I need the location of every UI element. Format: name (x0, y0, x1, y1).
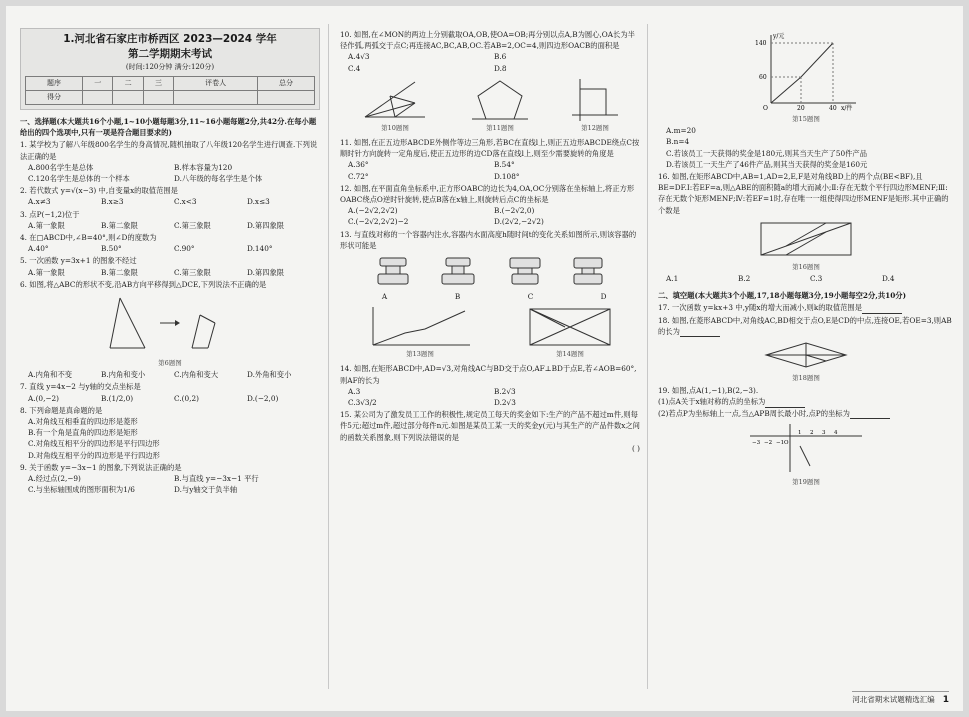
exam-header (20, 28, 320, 110)
option: D.8 (494, 63, 507, 73)
score-cell (143, 91, 173, 105)
option: A (381, 292, 388, 302)
question-stem: 9. 关于函数 y=−3x−1 的图象,下列说法正确的是 (20, 462, 182, 472)
score-cell: 题序 (26, 77, 83, 91)
tick-label: 1 (798, 429, 802, 436)
container-shapes (360, 254, 620, 288)
option: C.第三象限 (174, 220, 211, 230)
option: A.(−2√2,2√2) (348, 206, 398, 216)
tick-label: −1 (776, 439, 785, 446)
option: C.x<3 (174, 197, 197, 207)
option: C.若该员工一天获得的奖金是180元,则其当天生产了50件产品 (666, 148, 868, 158)
question-stem: 1. 某学校为了解八年级800名学生的身高情况,随机抽取了八年级120名学生进行调查.下列说法正确的是 (20, 140, 318, 161)
option: D.外角和变小 (247, 370, 292, 380)
option: C.(−2√2,2√2)−2 (348, 217, 409, 227)
option: B.2 (738, 274, 751, 284)
figure-caption: 第12题图 (581, 123, 609, 132)
height-time-graph (365, 305, 475, 349)
question-6 (20, 279, 320, 381)
axis-label: y/元 (773, 33, 785, 40)
question-19 (658, 385, 954, 488)
option: C.120名学生是总体的一个样本 (28, 174, 130, 184)
option: D.第四象限 (247, 267, 285, 277)
option: A.800名学生是总体 (28, 162, 94, 172)
score-cell: 总分 (257, 77, 314, 91)
option: A.第一象限 (28, 267, 65, 277)
footer-text: 河北省期末试题精选汇编 (852, 695, 935, 704)
option: B.第二象限 (101, 220, 138, 230)
option: A.3 (348, 386, 361, 396)
figure-q15 (658, 31, 954, 111)
question-15 (340, 409, 640, 454)
question-17 (658, 302, 954, 313)
figures-13-14 (340, 305, 640, 360)
question-15-options (658, 125, 954, 170)
option: A.内角和不变 (28, 370, 73, 380)
sub-question: (1)点A关于x轴对称的点的坐标为 (658, 397, 766, 407)
option: D (600, 292, 607, 302)
answer-bracket: ( ) (631, 443, 640, 453)
option: A.(0,−2) (28, 393, 60, 403)
column-2 (340, 28, 640, 454)
figure-caption: 第18题图 (792, 374, 820, 383)
option: D.140° (247, 244, 273, 254)
question-18 (658, 315, 954, 385)
page-footer (852, 691, 949, 705)
question-stem: 10. 如图,在∠MON的两边上分别截取OA,OB,使OA=OB;再分别以点A,B为圆心,OA长为半径作弧,两弧交于点C;再连接AC,BC,AB,OC.若AB=2,OC=4,则四边形OACB的面积是 (340, 30, 635, 51)
question-stem: 3. 点P(−1,2)位于 (20, 209, 80, 219)
option: D.第四象限 (247, 220, 285, 230)
score-cell (174, 91, 258, 105)
question-8 (20, 405, 320, 461)
tick-label: 60 (759, 74, 767, 81)
option: B.有一个角是直角的四边形是矩形 (28, 428, 138, 438)
question-stem: 18. 如图,在菱形ABCD中,对角线AC,BD相交于点O,E是CD的中点,连接OE,若OE=3,则AB的长为 (658, 315, 952, 336)
score-cell: 评卷人 (174, 77, 258, 91)
question-stem: 11. 如图,在正五边形ABCDE外侧作等边三角形,若BC在直线l上,则正五边形ABCDE绕点C按顺时针方向旋转一定角度后,使正五边形的边CD落在直线l上,则至少需要旋转的角度是 (340, 138, 640, 159)
answer-blank[interactable] (850, 411, 890, 419)
tick-label: 2 (810, 429, 814, 436)
figures-10-12 (340, 77, 640, 134)
score-cell: 得分 (26, 91, 83, 105)
square-axes-figure (570, 77, 620, 123)
option: D.八年级的每名学生是个体 (174, 174, 263, 184)
option: D.(2√2,−2√2) (494, 217, 544, 227)
option: D.2√3 (494, 398, 516, 408)
question-1 (20, 139, 320, 184)
option: B.(−2√2,0) (494, 206, 535, 216)
tick-label: 4 (834, 429, 838, 436)
option: A.经过点(2,−9) (28, 474, 81, 484)
question-stem: 6. 如图,将△ABC的形状不变,沿AB方向平移得到△DCE,下列说法不正确的是 (20, 279, 267, 289)
figure-q18 (658, 340, 954, 370)
option: C (527, 292, 534, 302)
exam-subtitle: 第二学期期末考试 (128, 48, 212, 60)
column-3 (658, 28, 954, 488)
option: D.若该员工一天生产了46件产品,则其当天获得的奖金是160元 (666, 159, 868, 169)
question-stem: 5. 一次函数 y=3x+1 的图象不经过 (20, 256, 137, 266)
coordinate-plane-figure (746, 422, 866, 474)
tick-label: 20 (797, 105, 805, 111)
question-stem: 7. 直线 y=4x−2 与y轴的交点坐标是 (20, 382, 141, 392)
figure-caption: 第15题图 (792, 115, 820, 123)
tick-label: 40 (829, 105, 837, 111)
rectangle-diagonals-figure (525, 305, 615, 349)
rhombus-figure (761, 340, 851, 370)
question-stem: 14. 如图,在矩形ABCD中,AD=√3,对角线AC与BD交于点O,AF⊥BD于点E,若∠AOB=60°,则AF的长为 (340, 364, 637, 385)
container-options-figure (340, 254, 640, 288)
figure-q6 (20, 293, 320, 355)
tick-label: 140 (755, 40, 767, 47)
option: A.第一象限 (28, 220, 65, 230)
figure-caption: 第11题图 (486, 123, 514, 132)
option: B.与直线 y=−3x−1 平行 (174, 474, 259, 484)
column-1 (20, 28, 320, 495)
option: C.内角和变大 (174, 370, 219, 380)
answer-blank[interactable] (862, 306, 902, 314)
question-11 (340, 137, 640, 182)
score-cell: 二 (113, 77, 143, 91)
question-stem: 17. 一次函数 y=kx+3 中,y随x的增大而减小,则k的取值范围是 (658, 303, 863, 313)
answer-blank[interactable] (765, 400, 805, 408)
question-stem: 8. 下列命题是真命题的是 (20, 405, 103, 415)
figure-caption: 第6题图 (158, 359, 182, 368)
option: A.4√3 (348, 52, 370, 62)
column-divider (328, 24, 329, 689)
option: D.与y轴交于负半轴 (174, 485, 238, 495)
option: B.内角和变小 (101, 370, 146, 380)
option: D.4 (882, 274, 895, 284)
question-stem: 15. 某公司为了激发员工工作的积极性,规定员工每天的奖金如下:生产的产品不超过m件,则每件5元;超过m件,超过部分每件n元.如图是某员工某一天的奖金y(元)与其生产的产品件数x之间的函数关系图象,则下列说法错误的是 (340, 410, 640, 442)
option: B.n=4 (666, 137, 690, 147)
rectangle-diagonal-figure (756, 219, 856, 259)
question-14 (340, 363, 640, 408)
question-stem: 12. 如图,在平面直角坐标系中,正方形OABC的边长为4,OA,OC分别落在坐标轴上,将正方形OABC绕点O逆时针旋转,使点B落在x轴上,则旋转后点C的坐标是 (340, 183, 635, 205)
option: A.36° (348, 160, 369, 170)
figure-caption: 第13题图 (406, 350, 434, 359)
question-stem: 16. 如图,在矩形ABCD中,AB=1,AD=2,E,F是对角线BD上的两个点(BE<BF),且BE=DF.Ⅰ:若EF=a,则△ABE的面积随a的增大而减小;Ⅱ:存在无数个平行四边形MENF;Ⅲ:存在无数个矩形MENF;Ⅳ:若EF=1时,存在唯一一组使得四边形MENF是矩形.其中正确的个数是 (658, 172, 949, 215)
option: D.108° (494, 171, 520, 181)
option: C.与坐标轴围成的图形面积为1/6 (28, 485, 135, 495)
figure-caption: 第10题图 (381, 123, 409, 132)
axis-label: x/件 (841, 105, 853, 111)
question-5 (20, 255, 320, 277)
option: B.(1/2,0) (101, 393, 134, 403)
question-3 (20, 209, 320, 231)
bonus-function-graph (751, 31, 861, 111)
answer-blank[interactable] (680, 329, 720, 337)
question-12 (340, 183, 640, 228)
tick-label: O (784, 439, 789, 446)
option: D.x≤3 (247, 197, 270, 207)
figure-q16 (658, 219, 954, 259)
option: B.样本容量为120 (174, 162, 233, 172)
question-stem: 19. 如图,点A(1,−1),B(2,−3). (658, 386, 759, 396)
option: C.90° (174, 244, 195, 254)
column-divider (647, 24, 648, 689)
score-cell (257, 91, 314, 105)
question-2 (20, 185, 320, 207)
question-9 (20, 462, 320, 496)
section-title: 二、填空题(本大题共3个小题,17,18小题每题3分,19小题每空2分,共10分) (658, 291, 907, 301)
triangle-translation-figure (100, 293, 240, 355)
question-10 (340, 29, 640, 74)
option: B.x≥3 (101, 197, 124, 207)
figure-caption: 第14题图 (556, 350, 584, 359)
option: B.54° (494, 160, 515, 170)
option: A.1 (666, 274, 679, 284)
score-cell: 一 (83, 77, 113, 91)
figure-q19 (658, 422, 954, 474)
option: C.3 (810, 274, 823, 284)
option: B.第二象限 (101, 267, 138, 277)
sub-question: (2)若点P为坐标轴上一点,当△APB周长最小时,点P的坐标为 (658, 408, 850, 418)
question-13 (340, 229, 640, 303)
figure-caption: 第19题图 (792, 477, 820, 486)
angle-arc-figure (360, 77, 430, 123)
option: C.72° (348, 171, 369, 181)
tick-label: O (763, 105, 768, 111)
option: A.x≠3 (28, 197, 51, 207)
score-table (25, 76, 315, 105)
question-7 (20, 381, 320, 403)
tick-label: −3 (752, 439, 761, 446)
question-4 (20, 232, 320, 254)
exam-page (6, 6, 963, 711)
option: A.40° (28, 244, 49, 254)
option: D.对角线互相平分的四边形是平行四边形 (28, 450, 160, 460)
score-cell: 三 (143, 77, 173, 91)
tick-label: 3 (822, 429, 826, 436)
option: C.4 (348, 63, 361, 73)
option: D.(−2,0) (247, 393, 279, 403)
page-number: 1 (942, 695, 949, 705)
option: B.2√3 (494, 386, 516, 396)
question-stem: 2. 若代数式 y=√(x−3) 中,自变量x的取值范围是 (20, 186, 178, 196)
score-cell (113, 91, 143, 105)
option: A.对角线互相垂直的四边形是菱形 (28, 417, 138, 427)
exam-time: (时间:120分钟 满分:120分) (125, 63, 215, 71)
option: C.3√3/2 (348, 398, 377, 408)
exam-title: 1.河北省石家庄市桥西区 2023—2024 学年 (63, 33, 277, 45)
option: A.m=20 (666, 126, 696, 136)
option: C.第三象限 (174, 267, 211, 277)
option: C.对角线互相平分的四边形是平行四边形 (28, 439, 160, 449)
option: B.50° (101, 244, 122, 254)
question-16 (658, 171, 954, 284)
figure-caption: 第16题图 (792, 262, 820, 271)
tick-label: −2 (764, 439, 773, 446)
option: B (454, 292, 461, 302)
question-stem: 13. 与直线对称的一个容器内注水,容器内水面高度h随时间t的变化关系如图所示,则该容器的形状可能是 (340, 229, 637, 250)
score-cell (83, 91, 113, 105)
question-stem: 4. 在□ABCD中,∠B=40°,则∠D的度数为 (20, 233, 157, 243)
option: B.6 (494, 52, 507, 62)
option: C.(0,2) (174, 393, 199, 403)
pentagon-figure (470, 77, 530, 123)
section-title: 一、选择题(本大题共16个小题,1~10小题每题3分,11~16小题每题2分,共42分.在每小题给出的四个选项中,只有一项是符合题目要求的) (20, 117, 317, 138)
